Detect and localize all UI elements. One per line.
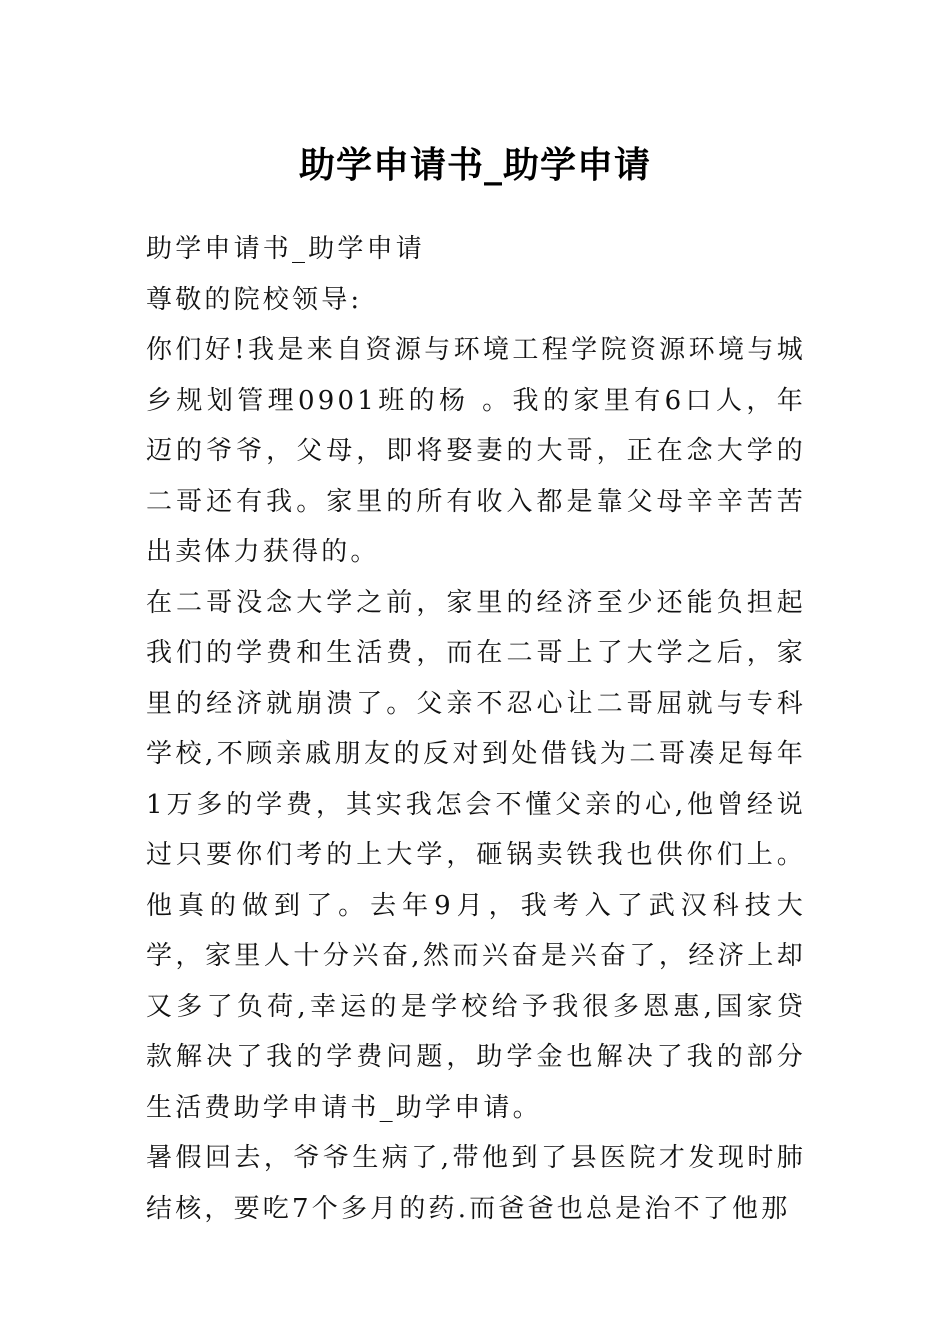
document-body [146, 224, 806, 1234]
paragraph-salutation: 尊敬的院校领导: [146, 284, 363, 315]
document-title: 助学申请书_助学申请 [298, 145, 651, 186]
paragraph-family-economy: 在二哥没念大学之前，家里的经济至少还能负担起我们的学费和生活费，而在二哥上了大学之后，家里的经济就崩溃了。父亲不忍心让二哥屈就与专科学校,不顾亲戚朋友的反对到处借钱为二哥凑足每年1万多的学费，其实我怎会不懂父亲的心,他曾经说过只要你们考的上大学，砸锅卖铁我也供你们上。他真的做到了。去年9月，我考入了武汉科技大学，家里人十分兴奋,然而兴奋是兴奋了，经济上却又多了负荷,幸运的是学校给予我很多恩惠,国家贷款解决了我的学费问题，助学金也解决了我的部分生活费助学申请书_助学申请。 [146, 587, 806, 1123]
paragraph-introduction: 你们好!我是来自资源与环境工程学院资源环境与城乡规划管理0901班的杨 。我的家里有6口人，年迈的爷爷，父母，即将娶妻的大哥，正在念大学的二哥还有我。家里的所有收入都是靠父母辛辛苦苦出卖体力获得的。 [146, 335, 806, 567]
paragraph-subtitle: 助学申请书_助学申请 [146, 234, 426, 264]
paragraph-summer: 暑假回去，爷爷生病了,带他到了县医院才发现时肺结核，要吃7个多月的药.而爸爸也总是治不了他那 [146, 1143, 806, 1224]
